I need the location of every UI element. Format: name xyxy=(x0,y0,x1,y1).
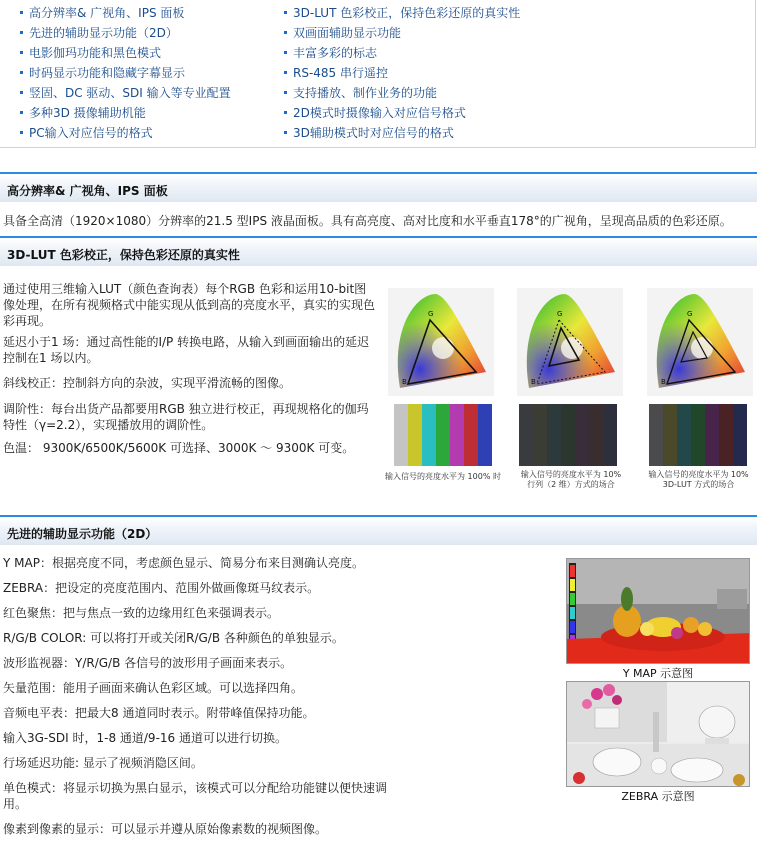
section-paragraph: 斜线校正：控制斜方向的杂波，实现平滑流畅的图像。 xyxy=(3,376,292,390)
bullet-square-icon xyxy=(284,11,287,14)
feature-link[interactable]: 丰富多彩的标志 xyxy=(284,43,520,63)
section-header-ips xyxy=(0,172,757,202)
bullet-square-icon xyxy=(284,71,287,74)
section-paragraph: 调阶性：每台出货产品都要用RGB 独立进行校正，再现规格化的伽玛特性（γ=2.2），实现播放用的调阶性。 xyxy=(3,402,369,432)
bullet-square-icon xyxy=(20,71,23,74)
cie-diagram-2 xyxy=(517,288,623,396)
diagram-label-b: B xyxy=(402,378,407,386)
feature-link[interactable]: 双画面辅助显示功能 xyxy=(284,23,520,43)
bullet-square-icon xyxy=(20,111,23,114)
cie-diagram-3 xyxy=(647,288,753,396)
feature-item: 红色聚焦：把与焦点一致的边缘用红色来强调表示。 xyxy=(3,606,280,620)
feature-item: 行场延迟功能: 显示了视频消隐区间。 xyxy=(3,756,203,770)
bullet-square-icon xyxy=(20,31,23,34)
diagram-label-g: G xyxy=(687,310,693,318)
feature-link[interactable]: 高分辨率& 广视角、IPS 面板 xyxy=(20,3,231,23)
bullet-square-icon xyxy=(284,91,287,94)
color-bars-lut xyxy=(649,404,747,466)
section-title: 先进的辅助显示功能（2D） xyxy=(7,527,158,541)
color-bar xyxy=(733,404,747,466)
color-bar xyxy=(478,404,492,466)
feature-item: 波形监视器：Y/R/G/B 各信号的波形用子画面来表示。 xyxy=(3,656,293,670)
feature-item: Y MAP：根据亮度不同，考虑颜色显示、简易分布来目测确认亮度。 xyxy=(3,556,364,570)
color-bar xyxy=(663,404,677,466)
zebra-image xyxy=(566,681,750,787)
color-bar xyxy=(519,404,533,466)
diagram-label-g: G xyxy=(428,310,434,318)
feature-link[interactable]: RS-485 串行遥控 xyxy=(284,63,520,83)
color-bar xyxy=(394,404,408,466)
bullet-square-icon xyxy=(284,131,287,134)
bullet-square-icon xyxy=(20,91,23,94)
section-title: 高分辨率& 广视角、IPS 面板 xyxy=(7,184,168,198)
diagram-label-b: B xyxy=(531,378,536,386)
feature-item: 矢量范围：能用子画面来确认色彩区域。可以选择四角。 xyxy=(3,681,304,695)
feature-link[interactable]: 3D辅助模式时对应信号的格式 xyxy=(284,123,520,143)
image-caption: 输入信号的亮度水平为 10% 3D-LUT 方式的场合 xyxy=(648,470,749,489)
feature-link[interactable]: 时码显示功能和隐藏字幕显示 xyxy=(20,63,231,83)
feature-item: 输入3G-SDI 时，1-8 通道/9-16 通道可以进行切换。 xyxy=(3,731,287,745)
color-bar xyxy=(408,404,422,466)
feature-item: 音频电平表：把最大8 通道同时表示。附带峰值保持功能。 xyxy=(3,706,315,720)
section-header-assist xyxy=(0,515,757,545)
ymap-caption: Y MAP 示意图 xyxy=(622,667,694,680)
feature-list-left xyxy=(20,3,231,143)
color-bar xyxy=(691,404,705,466)
color-bar xyxy=(436,404,450,466)
bullet-square-icon xyxy=(284,31,287,34)
diagram-label-g: G xyxy=(557,310,563,318)
section-paragraph: 色温： 9300K/6500K/5600K 可选择、3000K ～ 9300K 可变。 xyxy=(3,441,355,455)
feature-link[interactable]: 电影伽玛功能和黑色模式 xyxy=(20,43,231,63)
bullet-square-icon xyxy=(20,11,23,14)
feature-list-right xyxy=(284,3,520,143)
feature-item: ZEBRA：把设定的亮度范围内、范围外做画像斑马纹表示。 xyxy=(3,581,320,595)
bullet-square-icon xyxy=(20,51,23,54)
ymap-image xyxy=(566,558,750,664)
color-bar xyxy=(677,404,691,466)
feature-item: R/G/B COLOR: 可以将打开或关闭R/G/B 各种颜色的单独显示。 xyxy=(3,631,344,645)
feature-link[interactable]: 先进的辅助显示功能（2D） xyxy=(20,23,231,43)
section-header-3dlut xyxy=(0,236,757,266)
color-bar xyxy=(719,404,733,466)
bullet-square-icon xyxy=(284,51,287,54)
diagram-label-b: B xyxy=(661,378,666,386)
color-bar xyxy=(464,404,478,466)
section-paragraph: 延迟小于1 场：通过高性能的I/P 转换电路，从输入到画面输出的延迟控制在1 场以内。 xyxy=(3,335,370,365)
color-bar xyxy=(575,404,589,466)
color-bar xyxy=(589,404,603,466)
color-bar xyxy=(547,404,561,466)
color-bar xyxy=(561,404,575,466)
color-bars-dark xyxy=(519,404,617,466)
color-bar xyxy=(705,404,719,466)
feature-link[interactable]: 竖固、DC 驱动、SDI 输入等专业配置 xyxy=(20,83,231,103)
feature-item: 像素到像素的显示：可以显示并遵从原始像素数的视频图像。 xyxy=(3,822,328,836)
feature-item: 单色模式：将显示切换为黑白显示，该模式可以分配给功能键以便快速调用。 xyxy=(3,781,388,811)
cie-diagram-1 xyxy=(388,288,494,396)
image-caption: 输入信号的亮度水平为 100% 时 xyxy=(385,472,501,481)
feature-link[interactable]: 3D-LUT 色彩校正，保持色彩还原的真实性 xyxy=(284,3,520,23)
section-text: 具备全高清（1920×1080）分辨率的21.5 型IPS 液晶面板。具有高亮度、高对比度和水平垂直178°的广视角，呈现高品质的色彩还原。 xyxy=(3,214,732,228)
color-bar xyxy=(533,404,547,466)
feature-link[interactable]: 多种3D 摄像辅助机能 xyxy=(20,103,231,123)
feature-link[interactable]: PC输入对应信号的格式 xyxy=(20,123,231,143)
color-bars-bright xyxy=(394,404,492,466)
feature-link[interactable]: 2D模式时摄像输入对应信号格式 xyxy=(284,103,520,123)
bullet-square-icon xyxy=(20,131,23,134)
section-paragraph: 通过使用三维输入LUT（颜色查询表）每个RGB 色彩和运用10-bit图像处理，在所有视频格式中能实现从低到高的亮度水平，真实的实现色彩再现。 xyxy=(3,282,376,328)
section-title: 3D-LUT 色彩校正，保持色彩还原的真实性 xyxy=(7,248,240,262)
zebra-caption: ZEBRA 示意图 xyxy=(621,790,695,803)
color-bar xyxy=(450,404,464,466)
color-bar xyxy=(649,404,663,466)
bullet-square-icon xyxy=(284,111,287,114)
color-bar xyxy=(603,404,617,466)
color-bar xyxy=(422,404,436,466)
feature-list-box xyxy=(0,0,756,148)
feature-link[interactable]: 支持播放、制作业务的功能 xyxy=(284,83,520,103)
image-caption: 输入信号的亮度水平为 10% 行列（2 维）方式的场合 xyxy=(520,470,622,489)
